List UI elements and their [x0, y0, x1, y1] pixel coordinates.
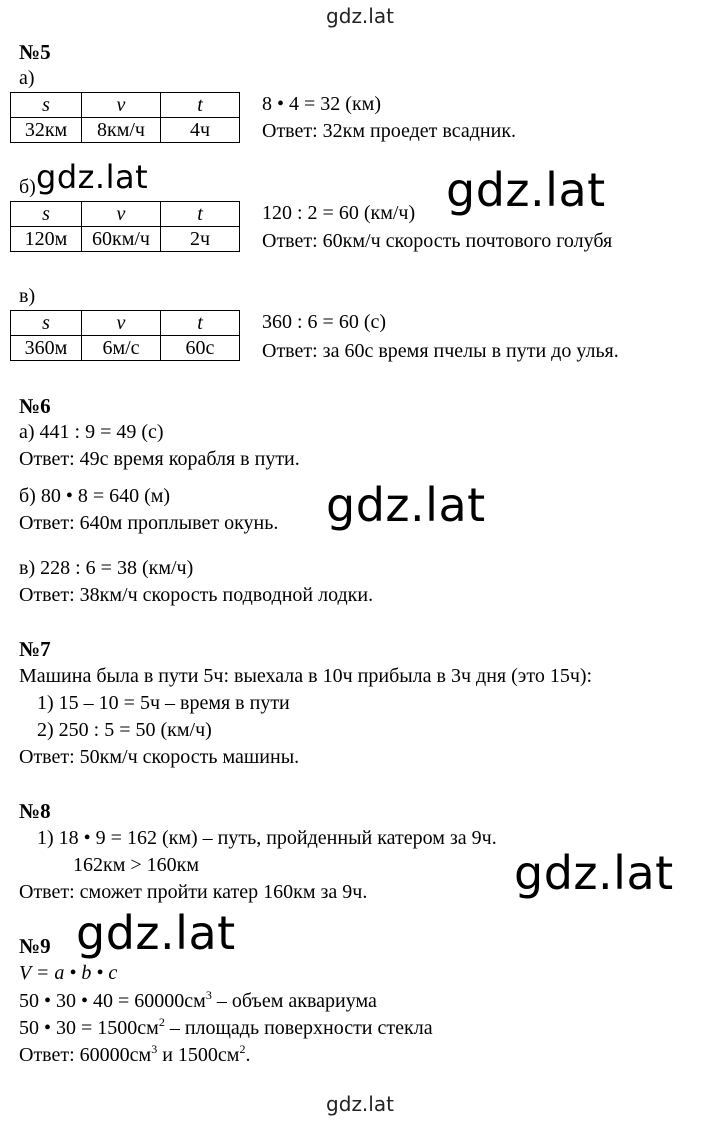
- volume-note: – объем аквариума: [211, 990, 377, 1012]
- header-s: s: [11, 202, 82, 227]
- header-t: t: [161, 202, 240, 227]
- task-8-step-1: 1) 18 • 9 = 162 (км) – путь, пройденный катером за 9ч.: [37, 827, 497, 849]
- task-6c-calc: в) 228 : 6 = 38 (км/ч): [19, 557, 194, 579]
- area-note: – площадь поверхности стекла: [164, 1017, 433, 1039]
- header-s: s: [11, 311, 82, 336]
- watermark: gdz.lat: [76, 906, 236, 960]
- answer-exponent-2: 2: [239, 1042, 246, 1056]
- task-6b-calc: б) 80 • 8 = 640 (м): [19, 485, 171, 507]
- site-header: gdz.lat: [326, 4, 394, 28]
- header-t: t: [161, 93, 240, 118]
- task-5a-answer: Ответ: 32км проедет всадник.: [262, 120, 517, 142]
- header-s: s: [11, 93, 82, 118]
- task-5b-calc: 120 : 2 = 60 (км/ч): [262, 202, 416, 224]
- task-7-intro: Машина была в пути 5ч: выехала в 10ч прибыла в 3ч дня (это 15ч):: [19, 665, 593, 687]
- task-5b-label: б): [19, 176, 36, 198]
- task-5c-table: [10, 310, 240, 361]
- task-8-compare: 162км > 160км: [73, 854, 200, 876]
- answer-volume: Ответ: 60000см: [19, 1044, 152, 1066]
- task-8-title: №8: [19, 799, 51, 823]
- header-v: v: [82, 93, 161, 118]
- task-5c-calc: 360 : 6 = 60 (с): [262, 311, 387, 333]
- task-7-title: №7: [19, 637, 51, 661]
- value-s: 120м: [11, 227, 82, 252]
- task-6a-calc: а) 441 : 9 = 49 (с): [19, 421, 164, 443]
- task-9-formula: V = a • b • c: [19, 962, 118, 984]
- value-v: 8км/ч: [82, 118, 161, 143]
- value-t: 2ч: [161, 227, 240, 252]
- task-5-title: №5: [19, 40, 51, 64]
- task-6c-answer: Ответ: 38км/ч скорость подводной лодки.: [19, 584, 374, 606]
- task-9-area: [19, 1015, 433, 1040]
- value-t: 4ч: [161, 118, 240, 143]
- task-5a-calc: 8 • 4 = 32 (км): [262, 93, 381, 115]
- task-5a-label: а): [19, 67, 35, 89]
- value-v: 60км/ч: [82, 227, 161, 252]
- area-exponent: 2: [158, 1015, 165, 1029]
- value-v: 6м/с: [82, 336, 161, 361]
- task-5c-label: в): [19, 285, 36, 307]
- task-6-title: №6: [19, 394, 51, 418]
- task-5b-table: [10, 201, 240, 252]
- task-6a-answer: Ответ: 49с время корабля в пути.: [19, 448, 300, 470]
- task-7-answer: Ответ: 50км/ч скорость машины.: [19, 746, 300, 768]
- task-9-title: №9: [19, 934, 51, 958]
- task-5c-answer: Ответ: за 60с время пчелы в пути до улья.: [262, 340, 619, 362]
- header-v: v: [82, 202, 161, 227]
- site-footer: gdz.lat: [326, 1092, 394, 1116]
- task-9-volume: [19, 988, 377, 1013]
- watermark: gdz.lat: [36, 158, 149, 196]
- volume-exponent: 3: [205, 988, 212, 1002]
- value-s: 32км: [11, 118, 82, 143]
- area-calc: 50 • 30 = 1500см: [19, 1017, 159, 1039]
- task-7-step-2: 2) 250 : 5 = 50 (км/ч): [37, 719, 212, 741]
- value-t: 60с: [161, 336, 240, 361]
- task-7-step-1: 1) 15 – 10 = 5ч – время в пути: [37, 692, 290, 714]
- watermark: gdz.lat: [326, 478, 486, 532]
- volume-calc: 50 • 30 • 40 = 60000см: [19, 990, 206, 1012]
- answer-and: и 1500см: [157, 1044, 240, 1066]
- answer-end: .: [245, 1044, 251, 1066]
- header-v: v: [82, 311, 161, 336]
- task-9-answer: [19, 1042, 250, 1067]
- value-s: 360м: [11, 336, 82, 361]
- task-5b-answer: Ответ: 60км/ч скорость почтового голубя: [262, 230, 613, 252]
- task-8-answer: Ответ: сможет пройти катер 160км за 9ч.: [19, 881, 368, 903]
- watermark: gdz.lat: [446, 163, 606, 217]
- task-5a-table: [10, 92, 240, 143]
- header-t: t: [161, 311, 240, 336]
- watermark: gdz.lat: [514, 846, 674, 900]
- answer-exponent-1: 3: [151, 1042, 158, 1056]
- task-6b-answer: Ответ: 640м проплывет окунь.: [19, 512, 279, 534]
